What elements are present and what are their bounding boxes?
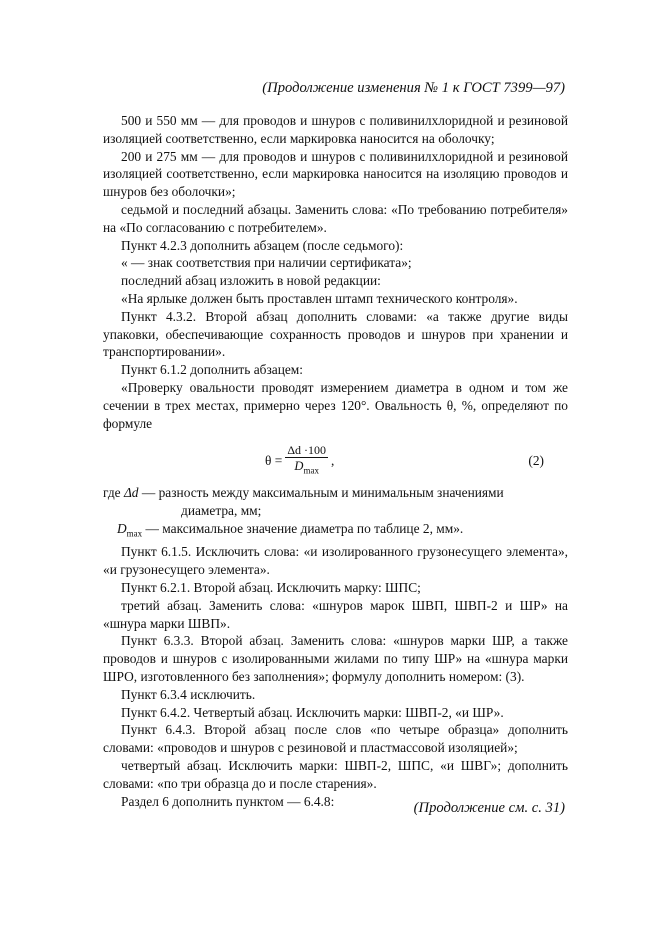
- denominator-symbol: D: [294, 459, 304, 474]
- dmax-subscript: max: [126, 528, 143, 539]
- dmax-symbol: D: [117, 520, 127, 536]
- paragraph: Пункт 6.1.5. Исключить слова: «и изолированного грузонесущего элемента», «и грузонесущего элемента».: [103, 544, 568, 578]
- paragraph: «На ярлыке должен быть проставлен штамп технического контроля».: [121, 290, 518, 306]
- formula-trailing: ,: [331, 453, 335, 469]
- formula-denominator: [294, 458, 319, 479]
- formula-numerator: Δd ·100: [287, 443, 327, 458]
- paragraph: « — знак соответствия при наличии сертификата»;: [121, 255, 412, 271]
- paragraph: Пункт 6.3.4 исключить.: [121, 686, 256, 702]
- paragraph: Пункт 6.2.1. Второй абзац. Исключить марку: ШПС;: [121, 580, 421, 595]
- paragraph: «Проверку овальности проводят измерением диаметра в одном и том же сечении в трех местах, примерно через 120°. Овальность θ, %, определяют по формуле: [103, 379, 568, 431]
- formula-number: (2): [528, 453, 544, 469]
- paragraph: Пункт 6.4.3. Второй абзац после слов «по четыре образца» дополнить словами: «проводов и шнуров с резиновой и пластмассовой изоляцией»;: [103, 722, 568, 756]
- paragraph: третий абзац. Заменить слова: «шнуров марок ШВП, ШВП-2 и ШР» на «шнура марки ШВП».: [103, 597, 568, 631]
- denominator-subscript: max: [303, 465, 319, 476]
- paragraph: 200 и 275 мм — для проводов и шнуров с поливинилхлоридной и резиновой изоляцией соответственно, если маркировка наносится на изоляцию проводов и шнуров без оболочки»;: [103, 148, 568, 200]
- definition-delta: [103, 484, 568, 520]
- paragraph: Пункт 4.3.2. Второй абзац дополнить словами: «а также другие виды упаковки, обеспечивающие сохранность проводов и шнуров при хранении и транспортировании».: [103, 308, 568, 360]
- paragraph: последний абзац изложить в новой редакции:: [121, 273, 381, 289]
- paragraph: Пункт 6.1.2 дополнить абзацем:: [121, 362, 303, 378]
- dmax-text: — максимальное значение диаметра по таблице 2, мм».: [142, 520, 464, 536]
- formula-lhs: θ =: [265, 453, 283, 469]
- paragraph: Пункт 6.4.2. Четвертый абзац. Исключить марки: ШВП-2, «и ШР».: [121, 704, 504, 720]
- footer-continuation: (Продолжение см. с. 31): [413, 800, 565, 816]
- delta-symbol: Δd: [123, 485, 139, 501]
- formula-definitions: [103, 484, 568, 543]
- delta-text: — разность между максимальным и минимальным значениями: [138, 485, 504, 501]
- delta-text-continuation: диаметра, мм;: [181, 503, 262, 519]
- formula-expression: [265, 443, 334, 479]
- where-label: где: [103, 485, 121, 501]
- paragraph: Пункт 6.3.3. Второй абзац. Заменить слова: «шнуров марки ШР, а также проводов и шнуров с изолированными жилами по типу ШР» на «шнура марки ШРО, изготовленного без заполнения»; формулу дополнить номером: (3).: [103, 633, 568, 684]
- ovality-formula: [103, 436, 568, 482]
- paragraph: седьмой и последний абзацы. Заменить слова: «По требованию потребителя» на «По согласованию с потребителем».: [103, 201, 568, 235]
- paragraph: четвертый абзац. Исключить марки: ШВП-2, ШПС, «и ШВГ»; дополнить словами: «по три образца до и после старения».: [103, 757, 568, 791]
- paragraph: Раздел 6 дополнить пунктом — 6.4.8:: [121, 793, 335, 809]
- paragraph: Пункт 4.2.3 дополнить абзацем (после седьмого):: [121, 237, 404, 253]
- paragraph: 500 и 550 мм — для проводов и шнуров с поливинилхлоридной и резиновой изоляцией соответственно, если маркировка наносится на оболочку;: [103, 113, 568, 146]
- header-continuation: (Продолжение изменения № 1 к ГОСТ 7399—97): [262, 80, 565, 96]
- document-body: [103, 112, 568, 810]
- definition-dmax: [103, 520, 568, 543]
- formula-fraction: [285, 443, 328, 479]
